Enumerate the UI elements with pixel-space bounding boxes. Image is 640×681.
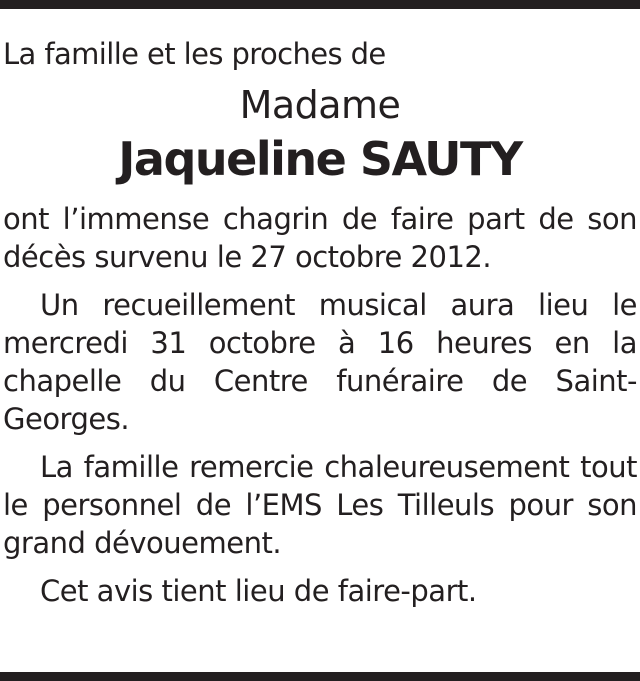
obituary-notice — [3, 32, 637, 610]
notice-intro: La famille et les proches de — [3, 37, 386, 71]
thanks-paragraph: La famille remercie chaleureusement tout le personnel de l’EMS Les Tilleuls pour son grand dévouement. — [3, 450, 637, 560]
ceremony-paragraph: Un recueillement musical aura lieu le mercredi 31 octobre à 16 heures en la chapelle du Centre funéraire de Saint-Georges. — [3, 288, 637, 436]
bottom-border-rule — [0, 672, 640, 681]
closing-paragraph: Cet avis tient lieu de faire-part. — [40, 574, 477, 608]
deceased-name: Jaqueline SAUTY — [118, 132, 522, 186]
notice-salutation: Madame — [239, 83, 401, 127]
top-border-rule — [0, 0, 640, 9]
announcement-paragraph: ont l’immense chagrin de faire part de son décès survenu le 27 octobre 2012. — [3, 202, 637, 274]
